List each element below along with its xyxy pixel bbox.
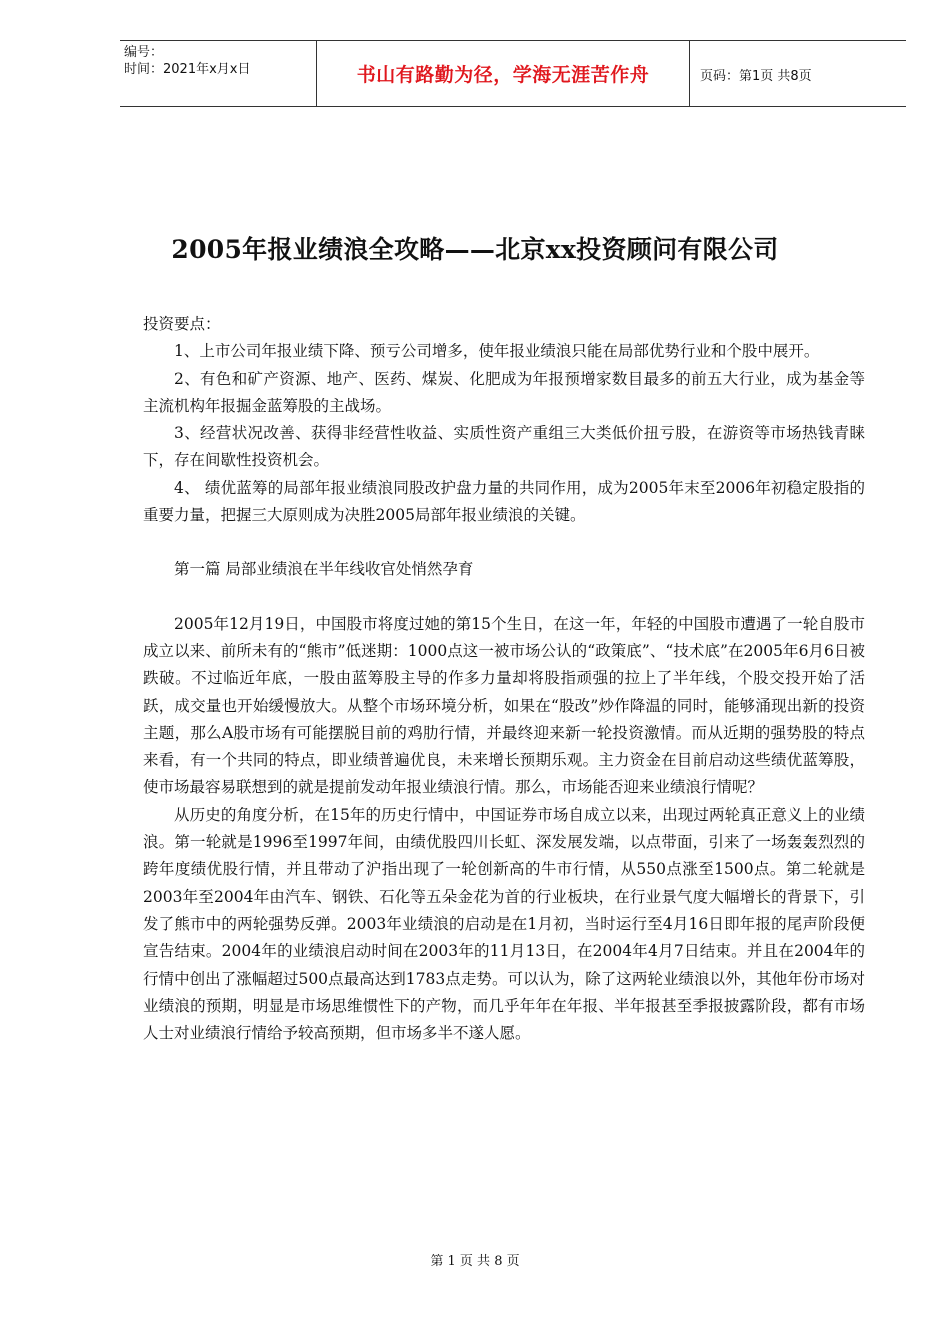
header-motto-cell	[316, 41, 690, 106]
header-page-label: 页码：第1页 共8页	[700, 69, 812, 84]
body-paragraph-2: 从历史的角度分析，在15年的历史行情中，中国证券市场自成立以来，出现过两轮真正意义上的业绩浪。第一轮就是1996至1997年间，由绩优股四川长虹、深发展发端，以点带面，引来了一场轰轰烈烈的跨年度绩优股行情，并且带动了沪指出现了一轮创新高的牛市行情，从550点涨至1500点。第二轮就是2003年至2004年由汽车、钢铁、石化等五朵金花为首的行业板块，在行业景气度大幅增长的背景下，引发了熊市中的两轮强势反弹。2003年业绩浪的启动是在1月初，当时运行至4月16日即年报的尾声阶段便宣告结束。2004年的业绩浪启动时间在2003年的11月13日，在2004年4月7日结束。并且在2004年的行情中创出了涨幅超过500点最高达到1783点走势。可以认为，除了这两轮业绩浪以外，其他年份市场对业绩浪的预期，明显是市场思维惯性下的产物，而几乎年年在年报、半年报甚至季报披露阶段，都有市场人士对业绩浪行情给予较高预期，但市场多半不遂人愿。	[143, 805, 865, 1043]
body-paragraph-1: 2005年12月19日，中国股市将度过她的第15个生日，在这一年，年轻的中国股市遭遇了一轮自股市成立以来、前所未有的“熊市”低迷期：1000点这一被市场公认的“政策底”、“技术底”在2005年6月6日被跌破。不过临近年底，一股由蓝筹股主导的作多力量却将股指顽强的拉上了半年线，个股交投开始了活跃，成交量也开始缓慢放大。从整个市场环境分析，如果在“股改”炒作降温的同时，能够涌现出新的投资主题，那么A股市场有可能摆脱目前的鸡肋行情，并最终迎来新一轮投资激情。而从近期的强势股的特点来看，有一个共同的特点，即业绩普遍优良，未来增长预期乐观。主力资金在目前启动这些绩优蓝筹股，使市场最容易联想到的就是提前发动年报业绩浪行情。那么，市场能否迎来业绩浪行情呢？	[143, 614, 865, 797]
key-point-3: 3、经营状况改善、获得非经营性收益、实质性资产重组三大类低价扭亏股，在游资等市场热钱青睐下，存在间歇性投资机会。	[143, 424, 865, 470]
page-header	[120, 40, 906, 107]
spacer	[143, 584, 865, 611]
document-time-label: 时间：2021年x月x日	[124, 62, 251, 77]
key-point-4: 4、 绩优蓝筹的局部年报业绩浪同股改护盘力量的共同作用，成为2005年末至2006年初稳定股指的重要力量，把握三大原则成为决胜2005局部年报业绩浪的关键。	[143, 478, 865, 525]
header-page-cell	[690, 41, 906, 106]
header-meta-cell	[120, 41, 316, 106]
document-title: 2005年报业绩浪全攻略——北京xx投资顾问有限公司	[171, 235, 779, 264]
key-point-1: 1、上市公司年报业绩下降、预亏公司增多，使年报业绩浪只能在局部优势行业和个股中展开。	[174, 342, 820, 361]
section-heading: 第一篇 局部业绩浪在半年线收官处悄然孕育	[174, 560, 474, 579]
page-footer: 第 1 页 共 8 页	[430, 1254, 520, 1269]
document-body	[143, 311, 865, 1047]
key-points-heading: 投资要点：	[143, 315, 221, 333]
spacer	[143, 529, 865, 556]
header-motto: 书山有路勤为径，学海无涯苦作舟	[356, 64, 650, 86]
document-number-label: 编号：	[124, 45, 164, 60]
key-point-2: 2、有色和矿产资源、地产、医药、煤炭、化肥成为年报预增家数目最多的前五大行业，成为基金等主流机构年报掘金蓝筹股的主战场。	[143, 369, 865, 415]
